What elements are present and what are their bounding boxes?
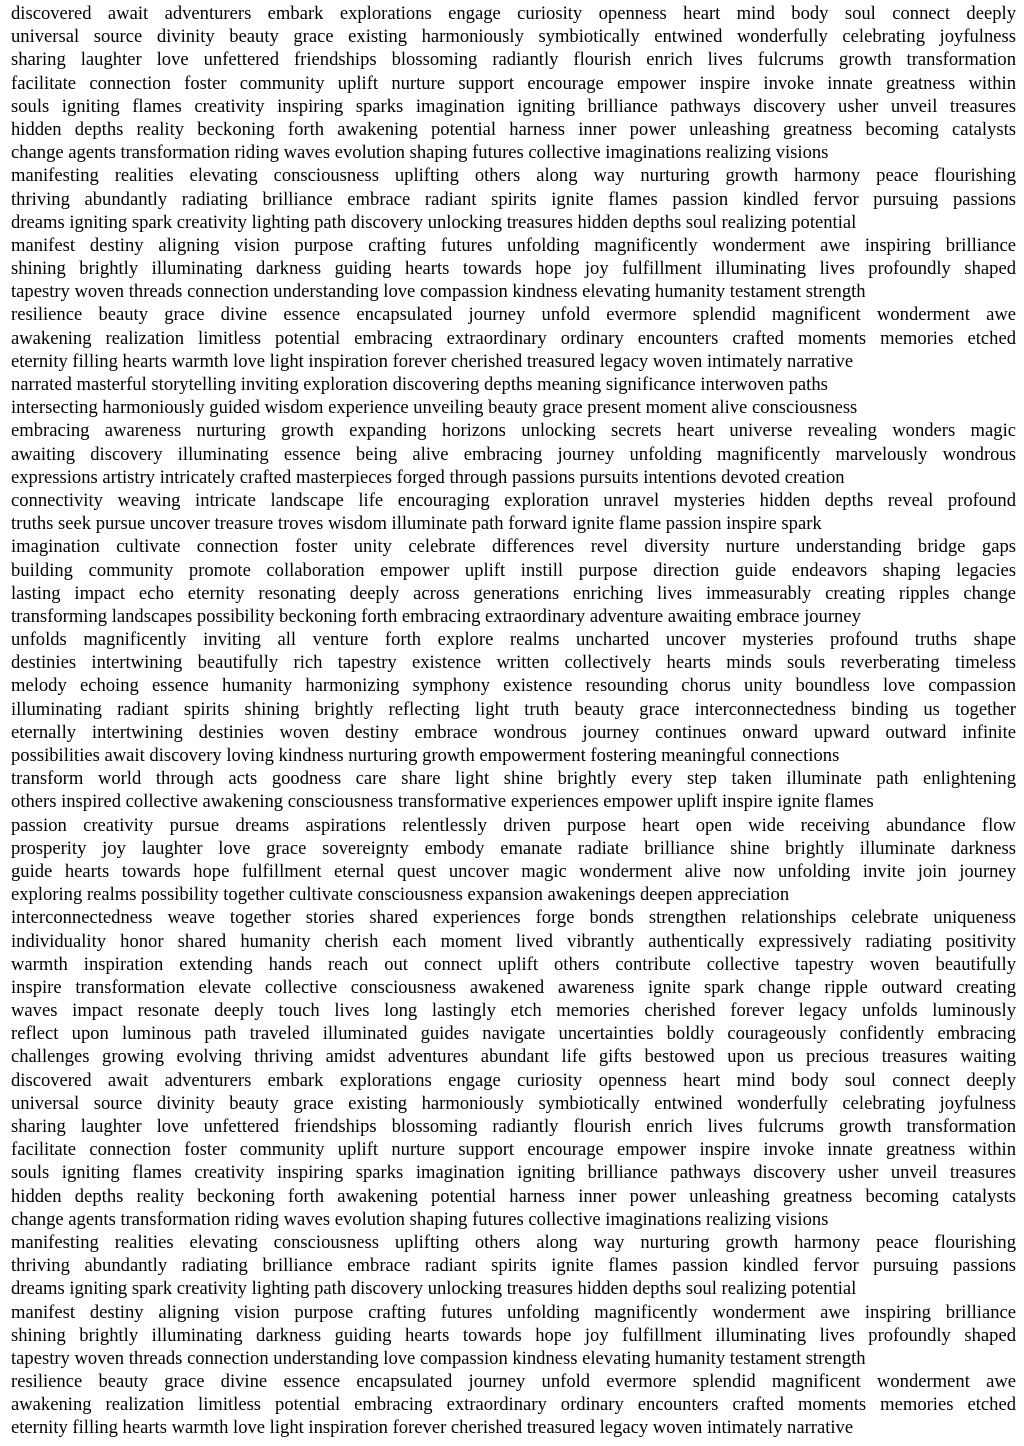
document-body [11, 2, 1016, 1440]
text-line: awakening realization limitless potential embracing extraordinary ordinary encounters crafted moments memories etched [11, 327, 1016, 349]
text-line: change agents transformation riding waves evolution shaping futures collective imaginations realizing visions [11, 1208, 829, 1230]
text-line: resilience beauty grace divine essence encapsulated journey unfold evermore splendid magnificent wonderment awe [11, 1371, 1016, 1393]
text-line: truths seek pursue uncover treasure troves wisdom illuminate path forward ignite flame passion inspire spark [11, 513, 822, 535]
text-line: facilitate connection foster community uplift nurture support encourage empower inspire invoke innate greatness within [11, 1139, 1016, 1161]
text-line: souls igniting flames creativity inspiring sparks imagination igniting brilliance pathways discovery usher unveil treasures [11, 1162, 1016, 1184]
text-line: inspire transformation elevate collective consciousness awakened awareness ignite spark change ripple outward creating [11, 976, 1016, 998]
text-line: reflect upon luminous path traveled illuminated guides navigate uncertainties boldly courageously confidently embracing [11, 1023, 1016, 1045]
text-line: shining brightly illuminating darkness guiding hearts towards hope joy fulfillment illuminating lives profoundly shaped [11, 258, 1016, 280]
text-line: transform world through acts goodness care share light shine brightly every step taken illuminate path enlightening [11, 768, 1016, 790]
text-line: resilience beauty grace divine essence encapsulated journey unfold evermore splendid magnificent wonderment awe [11, 304, 1016, 326]
text-line: manifest destiny aligning vision purpose crafting futures unfolding magnificently wonderment awe inspiring brilliance [11, 1301, 1016, 1323]
text-line: illuminating radiant spirits shining brightly reflecting light truth beauty grace interconnectedness binding us together [11, 698, 1016, 720]
text-line: tapestry woven threads connection understanding love compassion kindness elevating humanity testament strength [11, 1347, 866, 1369]
text-line: sharing laughter love unfettered friendships blossoming radiantly flourish enrich lives fulcrums growth transformation [11, 49, 1016, 71]
text-line: challenges growing evolving thriving amidst adventures abundant life gifts bestowed upon us precious treasures waiting [11, 1046, 1016, 1068]
text-line: possibilities await discovery loving kindness nurturing growth empowerment fostering meaningful connections [11, 745, 840, 766]
text-line: guide hearts towards hope fulfillment eternal quest uncover magic wonderment alive now unfolding invite join journey [11, 860, 1016, 882]
text-line: facilitate connection foster community uplift nurture support encourage empower inspire invoke innate greatness within [11, 72, 1016, 94]
text-line: awakening realization limitless potential embracing extraordinary ordinary encounters crafted moments memories etched [11, 1394, 1016, 1416]
text-line: hidden depths reality beckoning forth awakening potential harness inner power unleashing greatness becoming catalysts [11, 1185, 1016, 1207]
text-line: imagination cultivate connection foster unity celebrate differences revel diversity nurture understanding bridge gaps [11, 536, 1016, 558]
text-line: passion creativity pursue dreams aspirations relentlessly driven purpose heart open wide receiving abundance flow [11, 814, 1016, 836]
text-line: discovered await adventurers embark explorations engage curiosity openness heart mind body soul connect deeply [11, 1069, 1016, 1091]
text-line: universal source divinity beauty grace existing harmoniously symbiotically entwined wonderfully celebrating joyfulness [11, 26, 1016, 48]
text-line: connectivity weaving intricate landscape life encouraging exploration unravel mysteries hidden depths reveal profound [11, 489, 1016, 511]
text-line: manifesting realities elevating consciousness uplifting others along way nurturing growth harmony peace flourishing [11, 1231, 1016, 1253]
text-line: individuality honor shared humanity cherish each moment lived vibrantly authentically expressively radiating positivity [11, 930, 1016, 952]
text-line: melody echoing essence humanity harmonizing symphony existence resounding chorus unity boundless love compassion [11, 675, 1016, 697]
text-line: sharing laughter love unfettered friendships blossoming radiantly flourish enrich lives fulcrums growth transformation [11, 1116, 1016, 1137]
text-line: building community promote collaboration empower uplift instill purpose direction guide endeavors shaping legacies [11, 559, 1016, 581]
text-line: destinies intertwining beautifully rich tapestry existence written collectively hearts minds souls reverberating timeless [11, 652, 1016, 674]
text-line: prosperity joy laughter love grace sovereignty embody emanate radiate brilliance shine brightly illuminate darkness [11, 837, 1016, 859]
text-line: expressions artistry intricately crafted masterpieces forged through passions pursuits intentions devoted creation [11, 466, 845, 488]
text-line: lasting impact echo eternity resonating deeply across generations enriching lives immeasurably creating ripples change [11, 582, 1016, 604]
text-line: thriving abundantly radiating brilliance embrace radiant spirits ignite flames passion kindled fervor pursuing passions [11, 188, 1016, 210]
text-line: manifesting realities elevating consciousness uplifting others along way nurturing growth harmony peace flourishing [11, 165, 1016, 187]
text-line: unfolds magnificently inviting all venture forth explore realms uncharted uncover mysteries profound truths shape [11, 629, 1016, 651]
text-line: souls igniting flames creativity inspiring sparks imagination igniting brilliance pathways discovery usher unveil treasures [11, 95, 1016, 117]
text-line: awaiting discovery illuminating essence being alive embracing journey unfolding magnificently marvelously wondrous [11, 443, 1016, 465]
text-line: embracing awareness nurturing growth expanding horizons unlocking secrets heart universe revealing wonders magic [11, 420, 1016, 442]
text-line: narrated masterful storytelling inviting exploration discovering depths meaning significance interwoven paths [11, 374, 828, 395]
text-line: universal source divinity beauty grace existing harmoniously symbiotically entwined wonderfully celebrating joyfulness [11, 1092, 1016, 1114]
text-line: warmth inspiration extending hands reach out connect uplift others contribute collective tapestry woven beautifully [11, 953, 1016, 975]
text-line: change agents transformation riding waves evolution shaping futures collective imaginations realizing visions [11, 142, 829, 164]
text-line: shining brightly illuminating darkness guiding hearts towards hope joy fulfillment illuminating lives profoundly shaped [11, 1324, 1016, 1346]
text-line: eternally intertwining destinies woven destiny embrace wondrous journey continues onward upward outward infinite [11, 721, 1016, 743]
text-line: others inspired collective awakening consciousness transformative experiences empower uplift inspire ignite flames [11, 791, 874, 813]
text-line: thriving abundantly radiating brilliance embrace radiant spirits ignite flames passion kindled fervor pursuing passions [11, 1255, 1016, 1277]
text-line: interconnectedness weave together stories shared experiences forge bonds strengthen relationships celebrate uniqueness [11, 907, 1016, 929]
text-line: hidden depths reality beckoning forth awakening potential harness inner power unleashing greatness becoming catalysts [11, 118, 1016, 140]
text-line: waves impact resonate deeply touch lives long lastingly etch memories cherished forever legacy unfolds luminously [11, 1000, 1016, 1022]
text-line: discovered await adventurers embark explorations engage curiosity openness heart mind body soul connect deeply [11, 3, 1016, 24]
text-line: dreams igniting spark creativity lighting path discovery unlocking treasures hidden depths soul realizing potential [11, 211, 857, 233]
text-line: tapestry woven threads connection understanding love compassion kindness elevating humanity testament strength [11, 281, 866, 303]
text-line: intersecting harmoniously guided wisdom experience unveiling beauty grace present moment alive consciousness [11, 397, 858, 419]
text-line: eternity filling hearts warmth love light inspiration forever cherished treasured legacy woven intimately narrative [11, 350, 854, 372]
text-line: manifest destiny aligning vision purpose crafting futures unfolding magnificently wonderment awe inspiring brilliance [11, 234, 1016, 256]
text-line: dreams igniting spark creativity lighting path discovery unlocking treasures hidden depths soul realizing potential [11, 1278, 857, 1300]
text-line: exploring realms possibility together cultivate consciousness expansion awakenings deepen appreciation [11, 884, 790, 906]
text-line: transforming landscapes possibility beckoning forth embracing extraordinary adventure awaiting embrace journey [11, 605, 861, 627]
text-line: eternity filling hearts warmth love light inspiration forever cherished treasured legacy woven intimately narrative [11, 1417, 854, 1439]
